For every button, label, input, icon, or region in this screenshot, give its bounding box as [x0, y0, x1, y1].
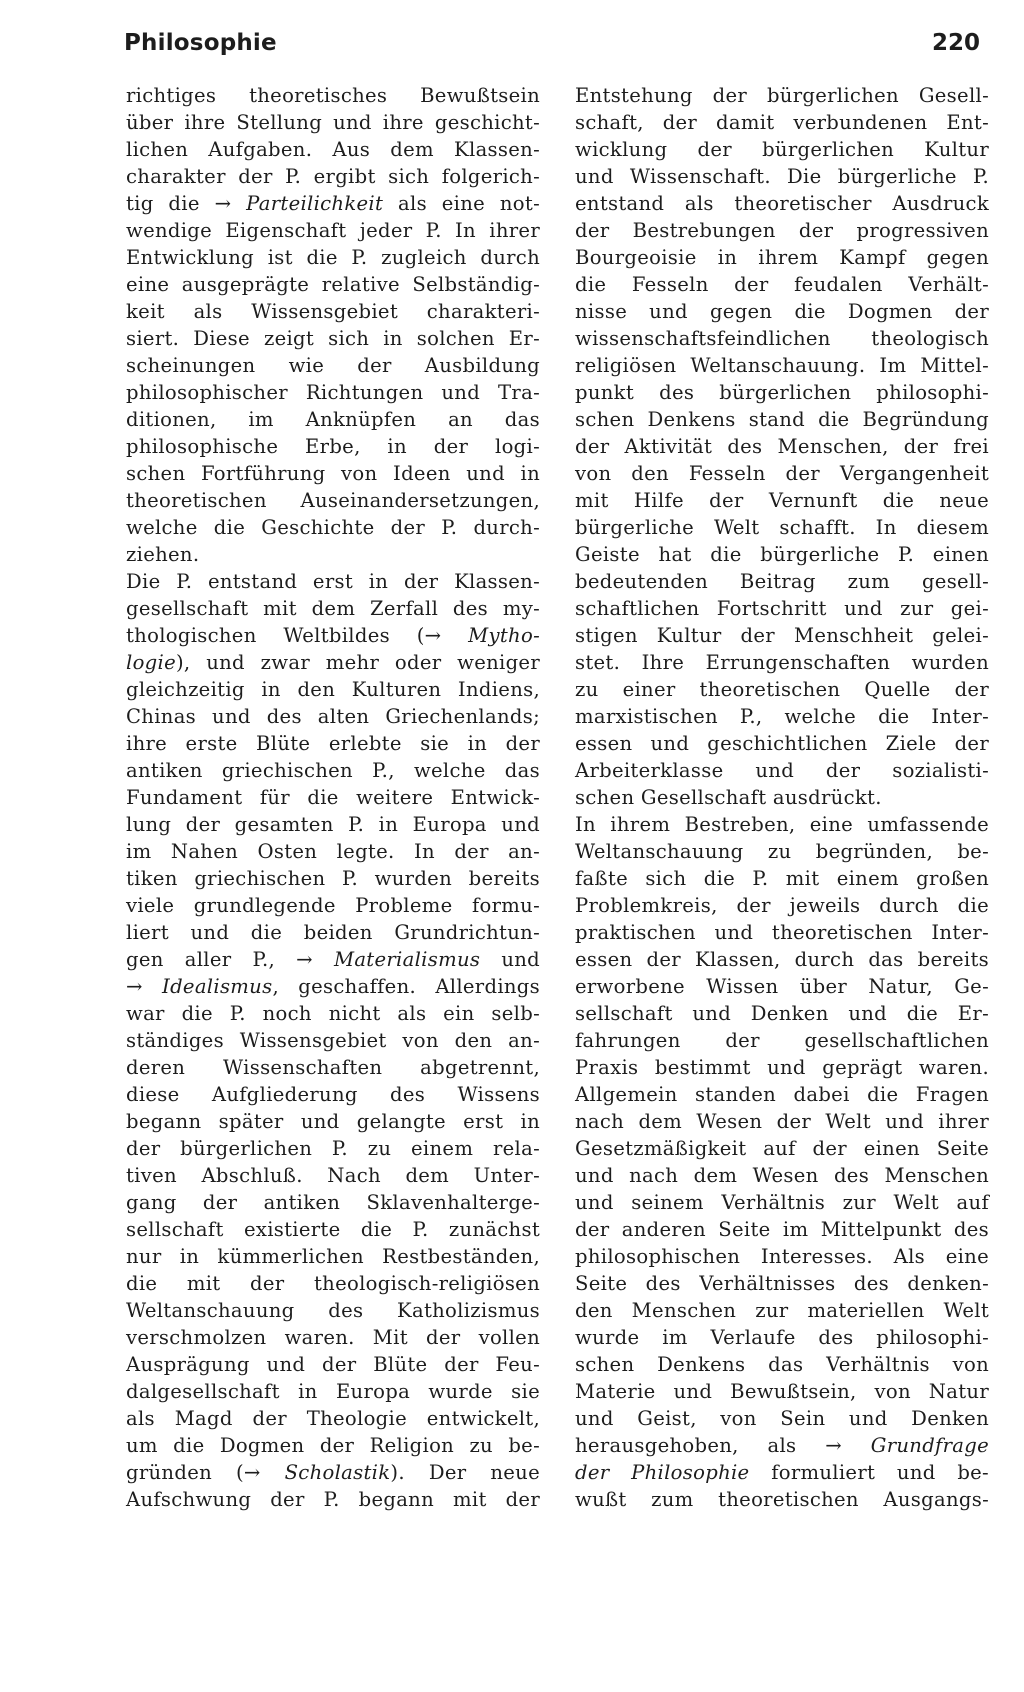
text-line: [575, 1351, 989, 1378]
text-run: philosophischer Richtungen und Tra-: [126, 381, 540, 404]
text-run: ziehen.: [126, 543, 200, 566]
text-line: [575, 352, 989, 379]
text-run: Die P. entstand erst in der Klassen-: [126, 570, 540, 593]
text-line: [575, 541, 989, 568]
text-line: [575, 1081, 989, 1108]
text-run: und: [480, 948, 540, 971]
text-run: Weltanschauung des Katholizismus: [126, 1299, 540, 1322]
text-line: [126, 460, 540, 487]
text-line: [575, 595, 989, 622]
text-line: [575, 163, 989, 190]
text-line: [126, 379, 540, 406]
text-run: um die Dogmen der Religion zu be-: [126, 1434, 540, 1457]
text-line: [575, 1324, 989, 1351]
text-line: [126, 325, 540, 352]
text-run: wußt zum theoretischen Ausgangs-: [575, 1488, 989, 1511]
text-run: tiken griechischen P. wurden bereits: [126, 867, 540, 890]
text-run: verschmolzen waren. Mit der vollen: [126, 1326, 540, 1349]
text-line: [126, 487, 540, 514]
text-line: [126, 406, 540, 433]
text-line: [575, 676, 989, 703]
text-line: [575, 1486, 989, 1513]
text-run: Seite des Verhältnisses des denken-: [575, 1272, 989, 1295]
cross-reference-term: Idealismus: [162, 975, 273, 998]
text-line: [126, 433, 540, 460]
text-run: Chinas und des alten Griechenlands;: [126, 705, 540, 728]
text-run: schen Denkens stand die Begründung: [575, 408, 989, 431]
text-run: wendige Eigenschaft jeder P. In ihrer: [126, 219, 540, 242]
text-line: [126, 352, 540, 379]
text-run: Fundament für die weitere Entwick-: [126, 786, 540, 809]
text-line: [575, 1000, 989, 1027]
text-run: richtiges theoretisches Bewußtsein: [126, 84, 540, 107]
text-line: [126, 919, 540, 946]
text-run: die Fesseln der feudalen Verhält-: [575, 273, 989, 296]
text-run: keit als Wissensgebiet charakteri-: [126, 300, 540, 323]
text-line: [575, 1216, 989, 1243]
text-line: [575, 811, 989, 838]
text-line: [575, 325, 989, 352]
text-run: nach dem Wesen der Welt und ihrer: [575, 1110, 989, 1133]
text-run: Praxis bestimmt und geprägt waren.: [575, 1056, 989, 1079]
text-line: [575, 1459, 989, 1486]
text-line: [126, 190, 540, 217]
text-line: [126, 811, 540, 838]
text-run: war die P. noch nicht als ein selb-: [126, 1002, 540, 1025]
text-line: [575, 1162, 989, 1189]
text-run: diese Aufgliederung des Wissens: [126, 1083, 540, 1106]
text-run: sellschaft und Denken und die Er-: [575, 1002, 989, 1025]
text-line: [575, 1378, 989, 1405]
text-run: als eine not-: [383, 192, 540, 215]
text-run: , geschaffen. Allerdings: [272, 975, 540, 998]
text-run: und Geist, von Sein und Denken: [575, 1407, 989, 1430]
text-run: der bürgerlichen P. zu einem rela-: [126, 1137, 540, 1160]
text-line: [126, 622, 540, 649]
text-run: Entwicklung ist die P. zugleich durch: [126, 246, 540, 269]
text-line: [126, 1351, 540, 1378]
text-run: wissenschaftsfeindlichen theologisch: [575, 327, 989, 350]
text-line: [126, 784, 540, 811]
text-column-left: [126, 82, 540, 1513]
text-line: [126, 109, 540, 136]
text-run: Aufschwung der P. begann mit der: [126, 1488, 540, 1511]
text-run: stet. Ihre Errungenschaften wurden: [575, 651, 989, 674]
text-run: schaftlichen Fortschritt und zur gei-: [575, 597, 989, 620]
text-run: essen und geschichtlichen Ziele der: [575, 732, 989, 755]
text-run: schen Gesellschaft ausdrückt.: [575, 786, 882, 809]
text-run: ditionen, im Anknüpfen an das: [126, 408, 540, 431]
text-run: liert und die beiden Grundrichtun-: [126, 921, 540, 944]
text-line: [126, 1216, 540, 1243]
text-run: marxistischen P., welche die Inter-: [575, 705, 989, 728]
text-run: und Wissenschaft. Die bürgerliche P.: [575, 165, 989, 188]
text-line: [575, 622, 989, 649]
text-line: [575, 1297, 989, 1324]
text-line: [126, 82, 540, 109]
text-run: philosophische Erbe, in der logi-: [126, 435, 540, 458]
text-line: [575, 1243, 989, 1270]
text-run: Ausprägung und der Blüte der Feu-: [126, 1353, 540, 1376]
text-run: faßte sich die P. mit einem großen: [575, 867, 989, 890]
text-line: [126, 1324, 540, 1351]
text-run: von den Fesseln der Vergangenheit: [575, 462, 989, 485]
text-run: gen aller P., →: [126, 948, 334, 971]
cross-reference-term: Mytho-: [468, 624, 540, 647]
text-run: philosophischen Interesses. Als eine: [575, 1245, 989, 1268]
text-line: [575, 244, 989, 271]
text-run: welche die Geschichte der P. durch-: [126, 516, 540, 539]
text-line: [575, 1270, 989, 1297]
text-line: [575, 730, 989, 757]
text-run: essen der Klassen, durch das bereits: [575, 948, 989, 971]
text-line: [126, 676, 540, 703]
text-line: [126, 298, 540, 325]
text-run: theoretischen Auseinandersetzungen,: [126, 489, 540, 512]
text-line: [126, 1297, 540, 1324]
text-run: In ihrem Bestreben, eine umfassende: [575, 813, 989, 836]
text-line: [575, 919, 989, 946]
text-run: religiösen Weltanschauung. Im Mittel-: [575, 354, 989, 377]
text-line: [126, 649, 540, 676]
page-number: 220: [931, 30, 980, 56]
text-line: [575, 784, 989, 811]
text-run: mit Hilfe der Vernunft die neue: [575, 489, 989, 512]
text-run: antiken griechischen P., welche das: [126, 759, 540, 782]
text-run: stigen Kultur der Menschheit gelei-: [575, 624, 989, 647]
text-run: der Bestrebungen der progressiven: [575, 219, 989, 242]
text-run: der anderen Seite im Mittelpunkt des: [575, 1218, 989, 1241]
text-line: [575, 838, 989, 865]
text-line: [126, 973, 540, 1000]
text-run: eine ausgeprägte relative Selbständig-: [126, 273, 540, 296]
text-run: siert. Diese zeigt sich in solchen Er-: [126, 327, 540, 350]
cross-reference-term: der Philosophie: [575, 1461, 750, 1484]
text-line: [575, 703, 989, 730]
text-run: scheinungen wie der Ausbildung: [126, 354, 540, 377]
text-run: ), und zwar mehr oder weniger: [175, 651, 540, 674]
text-line: [575, 946, 989, 973]
text-line: [126, 757, 540, 784]
text-run: Entstehung der bürgerlichen Gesell-: [575, 84, 989, 107]
text-run: Materie und Bewußtsein, von Natur: [575, 1380, 989, 1403]
text-line: [575, 649, 989, 676]
text-line: [126, 217, 540, 244]
text-run: Weltanschauung zu begründen, be-: [575, 840, 989, 863]
text-line: [575, 82, 989, 109]
text-line: [126, 1270, 540, 1297]
text-line: [575, 109, 989, 136]
text-line: [126, 541, 540, 568]
text-line: [126, 271, 540, 298]
text-line: [575, 298, 989, 325]
text-line: [575, 1027, 989, 1054]
text-run: bürgerliche Welt schafft. In diesem: [575, 516, 989, 539]
text-run: gleichzeitig in den Kulturen Indiens,: [126, 678, 540, 701]
text-run: tiven Abschluß. Nach dem Unter-: [126, 1164, 540, 1187]
text-line: [126, 1135, 540, 1162]
text-run: →: [126, 975, 163, 998]
text-column-right: [575, 82, 989, 1513]
text-line: [126, 865, 540, 892]
text-run: Bourgeoisie in ihrem Kampf gegen: [575, 246, 989, 269]
text-line: [575, 1135, 989, 1162]
text-line: [126, 1108, 540, 1135]
cross-reference-term: Grundfrage: [870, 1434, 989, 1457]
text-line: [126, 1027, 540, 1054]
text-line: [126, 730, 540, 757]
text-line: [126, 1405, 540, 1432]
text-run: und nach dem Wesen des Menschen: [575, 1164, 989, 1187]
text-line: [575, 1054, 989, 1081]
cross-reference-term: Parteilichkeit: [246, 192, 384, 215]
text-run: Gesetzmäßigkeit auf der einen Seite: [575, 1137, 989, 1160]
text-run: punkt des bürgerlichen philosophi-: [575, 381, 989, 404]
text-line: [126, 946, 540, 973]
text-run: schen Denkens das Verhältnis von: [575, 1353, 989, 1376]
text-line: [126, 703, 540, 730]
text-line: [575, 136, 989, 163]
text-run: praktischen und theoretischen Inter-: [575, 921, 989, 944]
text-line: [126, 1432, 540, 1459]
text-run: wurde im Verlaufe des philosophi-: [575, 1326, 989, 1349]
text-line: [126, 136, 540, 163]
text-run: Arbeiterklasse und der sozialisti-: [575, 759, 989, 782]
page-header: [124, 30, 980, 70]
text-run: im Nahen Osten legte. In der an-: [126, 840, 540, 863]
text-run: zu einer theoretischen Quelle der: [575, 678, 989, 701]
text-line: [575, 1405, 989, 1432]
text-line: [126, 838, 540, 865]
text-line: [126, 514, 540, 541]
text-line: [126, 1054, 540, 1081]
text-line: [575, 1432, 989, 1459]
text-run: sellschaft existierte die P. zunächst: [126, 1218, 540, 1241]
text-line: [126, 1243, 540, 1270]
text-run: nur in kümmerlichen Restbeständen,: [126, 1245, 540, 1268]
text-line: [126, 163, 540, 190]
text-line: [126, 1378, 540, 1405]
text-run: über ihre Stellung und ihre geschicht-: [126, 111, 540, 134]
text-run: charakter der P. ergibt sich folgerich-: [126, 165, 540, 188]
text-run: gründen (→: [126, 1461, 285, 1484]
text-run: schen Fortführung von Ideen und in: [126, 462, 540, 485]
running-head-title: Philosophie: [124, 30, 277, 56]
text-run: Geiste hat die bürgerliche P. einen: [575, 543, 989, 566]
text-run: den Menschen zur materiellen Welt: [575, 1299, 989, 1322]
text-run: herausgehoben, als →: [575, 1434, 871, 1457]
text-run: als Magd der Theologie entwickelt,: [126, 1407, 540, 1430]
text-line: [575, 433, 989, 460]
text-line: [575, 271, 989, 298]
text-run: Allgemein standen dabei die Fragen: [575, 1083, 989, 1106]
text-line: [575, 379, 989, 406]
text-line: [126, 568, 540, 595]
text-line: [575, 973, 989, 1000]
text-run: fahrungen der gesellschaftlichen: [575, 1029, 989, 1052]
text-line: [575, 460, 989, 487]
text-line: [575, 190, 989, 217]
text-run: viele grundlegende Probleme formu-: [126, 894, 540, 917]
text-line: [575, 1108, 989, 1135]
text-line: [126, 595, 540, 622]
text-run: begann später und gelangte erst in: [126, 1110, 540, 1133]
text-run: schaft, der damit verbundenen Ent-: [575, 111, 989, 134]
text-run: thologischen Weltbildes (→: [126, 624, 469, 647]
text-run: entstand als theoretischer Ausdruck: [575, 192, 989, 215]
text-run: dalgesellschaft in Europa wurde sie: [126, 1380, 540, 1403]
text-run: nisse und gegen die Dogmen der: [575, 300, 989, 323]
text-line: [575, 865, 989, 892]
text-line: [126, 1459, 540, 1486]
text-run: gesellschaft mit dem Zerfall des my-: [126, 597, 540, 620]
cross-reference-term: Scholastik: [284, 1461, 391, 1484]
text-line: [575, 217, 989, 244]
text-run: ständiges Wissensgebiet von den an-: [126, 1029, 540, 1052]
text-line: [126, 1189, 540, 1216]
text-line: [126, 1162, 540, 1189]
text-line: [126, 1486, 540, 1513]
text-line: [575, 406, 989, 433]
text-run: bedeutenden Beitrag zum gesell-: [575, 570, 989, 593]
text-run: lichen Aufgaben. Aus dem Klassen-: [126, 138, 540, 161]
text-run: ). Der neue: [390, 1461, 540, 1484]
text-line: [575, 757, 989, 784]
text-run: ihre erste Blüte erlebte sie in der: [126, 732, 540, 755]
cross-reference-term: logie: [126, 651, 176, 674]
text-run: erworbene Wissen über Natur, Ge-: [575, 975, 989, 998]
text-line: [575, 487, 989, 514]
text-run: wicklung der bürgerlichen Kultur: [575, 138, 989, 161]
text-run: formuliert und be-: [749, 1461, 989, 1484]
cross-reference-term: Materialismus: [333, 948, 481, 971]
text-line: [126, 244, 540, 271]
text-run: lung der gesamten P. in Europa und: [126, 813, 540, 836]
text-line: [575, 1189, 989, 1216]
text-run: tig die →: [126, 192, 247, 215]
text-run: deren Wissenschaften abgetrennt,: [126, 1056, 540, 1079]
text-line: [126, 892, 540, 919]
text-run: gang der antiken Sklavenhalterge-: [126, 1191, 540, 1214]
text-line: [575, 568, 989, 595]
text-run: die mit der theologisch-religiösen: [126, 1272, 540, 1295]
text-line: [126, 1000, 540, 1027]
text-run: und seinem Verhältnis zur Welt auf: [575, 1191, 989, 1214]
text-line: [575, 514, 989, 541]
text-line: [126, 1081, 540, 1108]
text-run: Problemkreis, der jeweils durch die: [575, 894, 989, 917]
text-run: der Aktivität des Menschen, der frei: [575, 435, 989, 458]
text-line: [575, 892, 989, 919]
